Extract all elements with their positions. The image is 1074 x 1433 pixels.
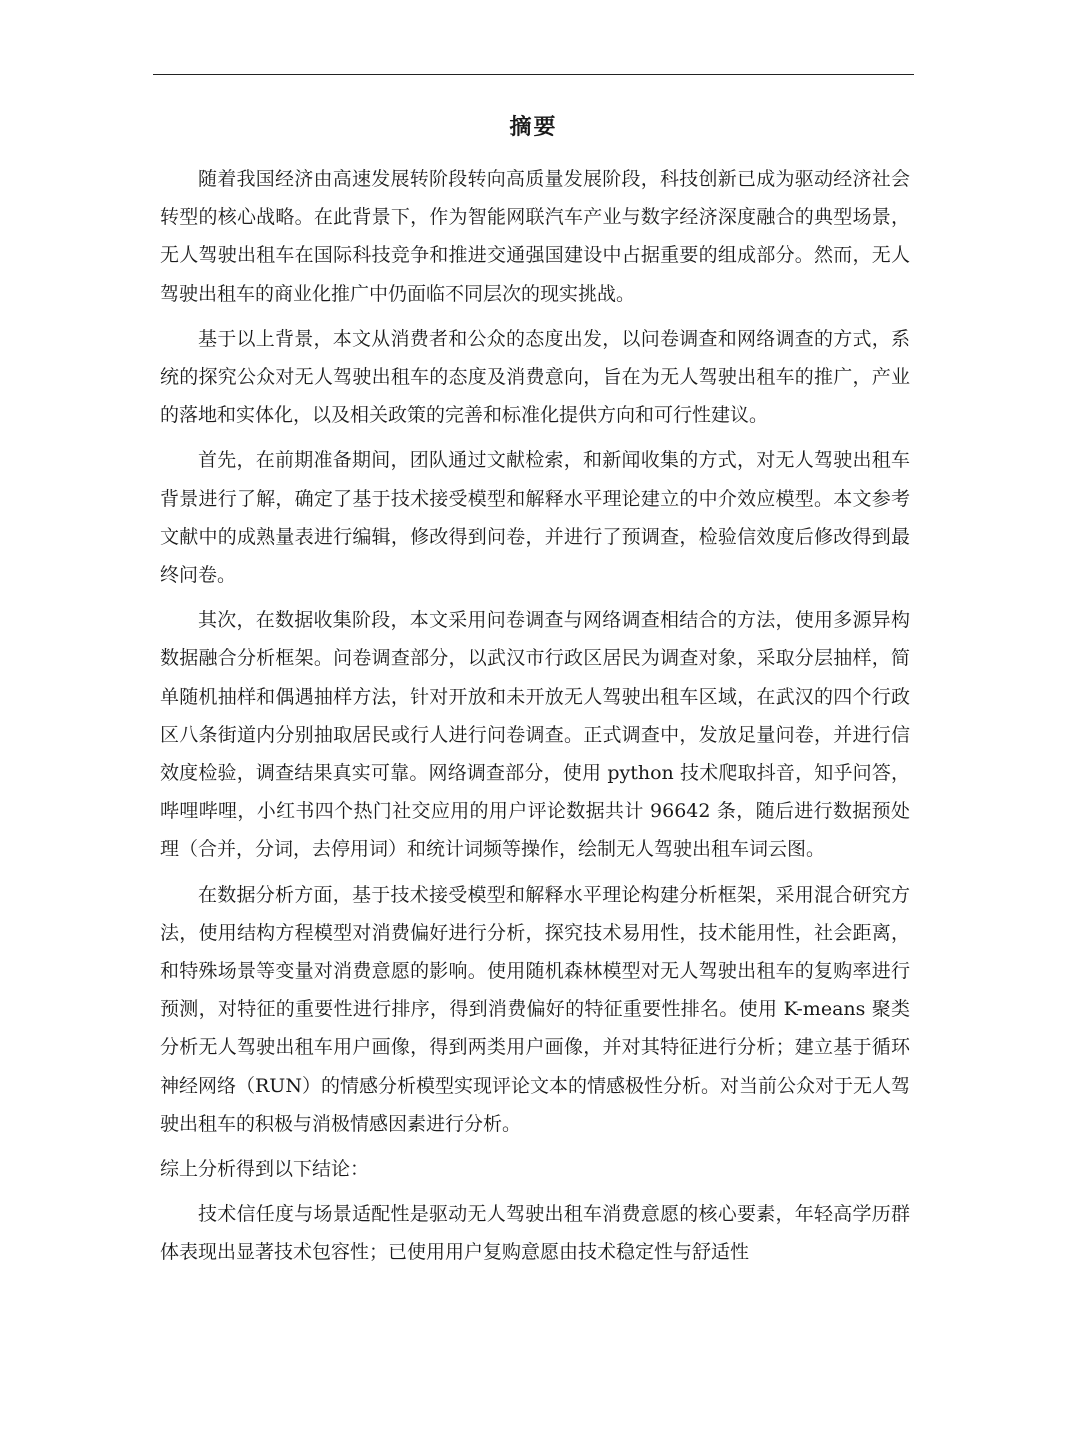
conclusion-lead: 综上分析得到以下结论： <box>160 1158 370 1181</box>
abstract-paragraph-5: 在数据分析方面，基于技术接受模型和解释水平理论构建分析框架，采用混合研究方法，使用结构方程模型对消费偏好进行分析，探究技术易用性，技术能用性，社会距离，和特殊场景等变量对消费意愿的影响。使用随机森林模型对无人驾驶出租车的复购率进行预测，对特征的重要性进行排序，得到消费偏好的特征重要性排名。使用 K-means 聚类分析无人驾驶出租车用户画像，得到两类用户画像，并对其特征进行分析；建立基于循环神经网络（RUN）的情感分析模型实现评论文本的情感极性分析。对当前公众对于无人驾驶出租车的积极与消极情感因素进行分析。 <box>160 883 910 1135</box>
abstract-paragraph-1: 随着我国经济由高速发展转阶段转向高质量发展阶段，科技创新已成为驱动经济社会转型的核心战略。在此背景下，作为智能网联汽车产业与数字经济深度融合的典型场景，无人驾驶出租车在国际科技竞争和推进交通强国建设中占据重要的组成部分。然而，无人驾驶出租车的商业化推广中仍面临不同层次的现实挑战。 <box>160 168 910 305</box>
abstract-paragraph-7: 技术信任度与场景适配性是驱动无人驾驶出租车消费意愿的核心要素，年轻高学历群体表现出显著技术包容性；已使用用户复购意愿由技术稳定性与舒适性 <box>160 1203 910 1264</box>
abstract-body <box>160 160 910 1279</box>
abstract-paragraph-3: 首先，在前期准备期间，团队通过文献检索，和新闻收集的方式，对无人驾驶出租车背景进行了解，确定了基于技术接受模型和解释水平理论建立的中介效应模型。本文参考文献中的成熟量表进行编辑，修改得到问卷，并进行了预调查，检验信效度后修改得到最终问卷。 <box>160 449 910 587</box>
abstract-paragraph-4: 其次，在数据收集阶段，本文采用问卷调查与网络调查相结合的方法，使用多源异构数据融合分析框架。问卷调查部分，以武汉市行政区居民为调查对象，采取分层抽样，简单随机抽样和偶遇抽样方法，针对开放和未开放无人驾驶出租车区域，在武汉的四个行政区八条街道内分别抽取居民或行人进行问卷调查。正式调查中，发放足量问卷，并进行信效度检验，调查结果真实可靠。网络调查部分，使用 python 技术爬取抖音，知乎问答，哔哩哔哩，小红书四个热门社交应用的用户评论数据共计 96642 条，随后进行数据预处理（合并，分词，去停用词）和统计词频等操作，绘制无人驾驶出租车词云图。 <box>160 609 910 861</box>
page-title: 摘要 <box>509 115 558 140</box>
abstract-paragraph-2: 基于以上背景，本文从消费者和公众的态度出发，以问卷调查和网络调查的方式，系统的探究公众对无人驾驶出租车的态度及消费意向，旨在为无人驾驶出租车的推广，产业的落地和实体化，以及相关政策的完善和标准化提供方向和可行性建议。 <box>160 327 910 427</box>
header-rule <box>153 74 914 75</box>
